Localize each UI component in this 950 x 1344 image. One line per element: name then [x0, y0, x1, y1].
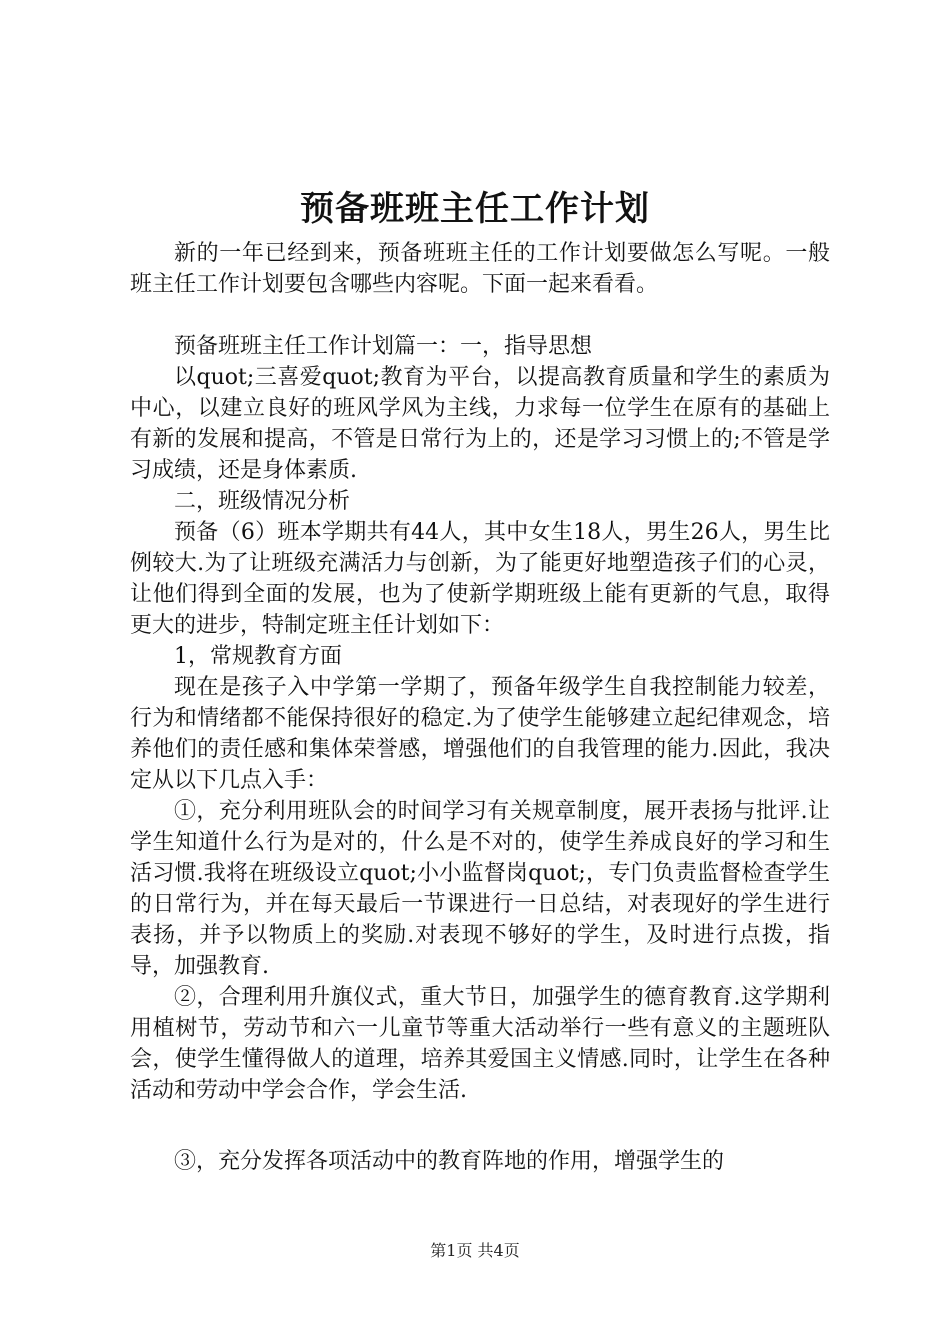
document-title: 预备班班主任工作计划 [300, 189, 650, 229]
point-one-paragraph: ①，充分利用班队会的时间学习有关规章制度，展开表扬与批评.让学生知道什么行为是对的，什么是不对的，使学生养成良好的学习和生活习惯.我将在班级设立quot;小小监督岗quot;，专门负责监督检查学生的日常行为，并在每天最后一节课进行一日总结，对表现好的学生进行表扬，并予以物质上的奖励.对表现不够好的学生，及时进行点拨，指导，加强教育. [130, 799, 830, 979]
point-three-paragraph: ③，充分发挥各项活动中的教育阵地的作用，增强学生的 [174, 1149, 725, 1174]
section-heading-routine-education: 1，常规教育方面 [174, 644, 342, 669]
guiding-thought-paragraph: 以quot;三喜爱quot;教育为平台，以提高教育质量和学生的素质为中心，以建立良好的班风学风为主线，力求每一位学生在原有的基础上有新的发展和提高，不管是日常行为上的，还是学习习惯上的;不管是学习成绩，还是身体素质. [130, 365, 830, 483]
section-heading-guiding-thought: 预备班班主任工作计划篇一：一，指导思想 [174, 334, 593, 359]
section-heading-class-analysis: 二，班级情况分析 [174, 489, 351, 514]
routine-education-paragraph: 现在是孩子入中学第一学期了，预备年级学生自我控制能力较差，行为和情绪都不能保持很好的稳定.为了使学生能够建立起纪律观念，培养他们的责任感和集体荣誉感，增强他们的自我管理的能力.因此，我决定从以下几点入手： [130, 675, 830, 793]
document-body [130, 238, 830, 1177]
point-two-paragraph: ②，合理利用升旗仪式，重大节日，加强学生的德育教育.这学期利用植树节，劳动节和六一儿童节等重大活动举行一些有意义的主题班队会，使学生懂得做人的道理，培养其爱国主义情感.同时，让学生在各种活动和劳动中学会合作，学会生活. [130, 985, 830, 1103]
page-number-footer: 第1页 共4页 [430, 1241, 520, 1260]
intro-paragraph: 新的一年已经到来，预备班班主任的工作计划要做怎么写呢。一般班主任工作计划要包含哪些内容呢。下面一起来看看。 [130, 241, 830, 297]
class-analysis-paragraph: 预备（6）班本学期共有44人，其中女生18人，男生26人，男生比例较大.为了让班级充满活力与创新，为了能更好地塑造孩子们的心灵，让他们得到全面的发展，也为了使新学期班级上能有更新的气息，取得更大的进步，特制定班主任计划如下： [130, 520, 830, 638]
